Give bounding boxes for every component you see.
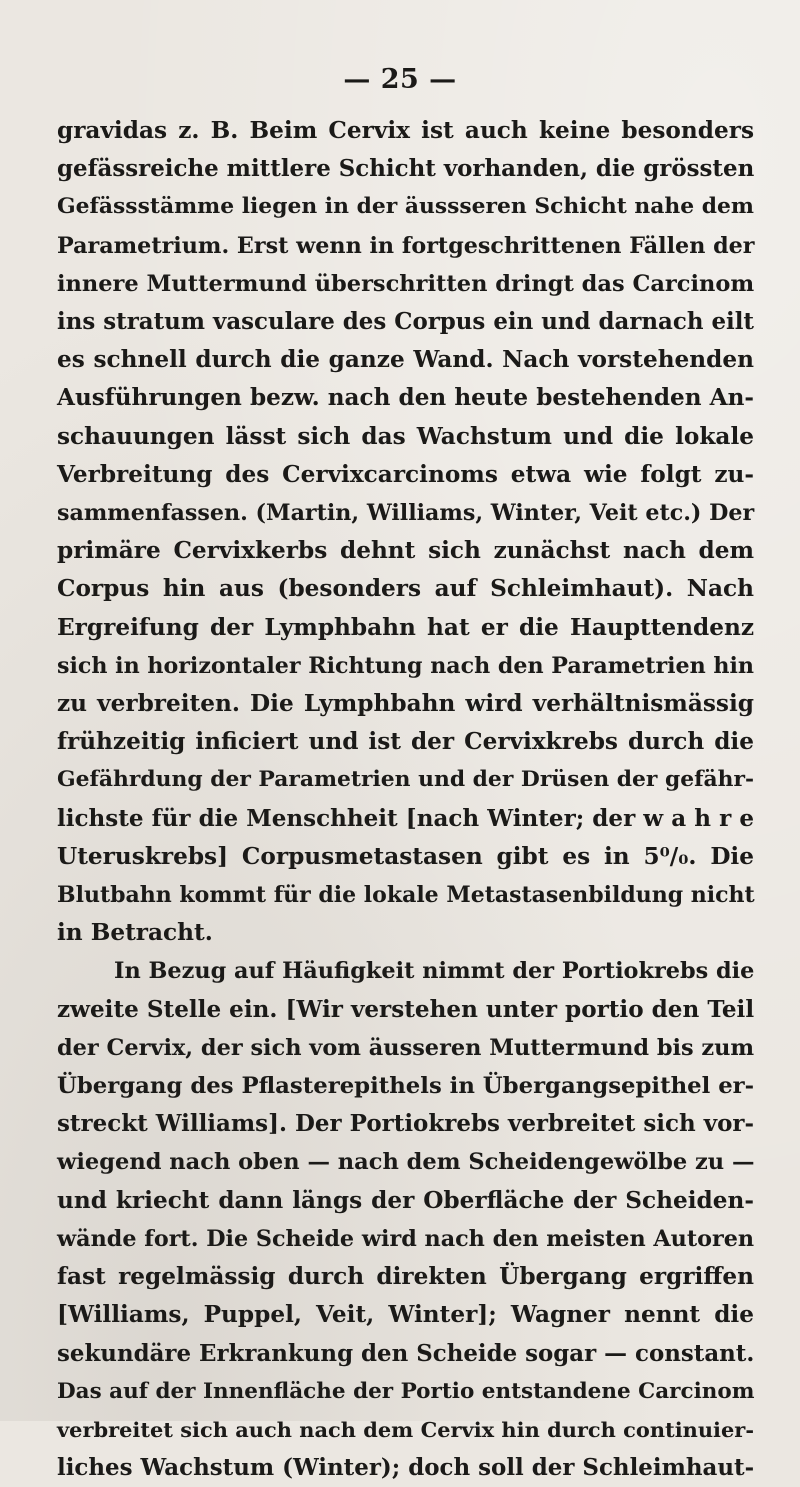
text-line: Ergreifung der Lymphbahn hat er die Haupttendenz [57,613,754,641]
text-line: gefässreiche mittlere Schicht vorhanden, die grössten [57,155,755,183]
text-line: Blutbahn kommt für die lokale Metastasenbildung nicht [57,882,755,909]
text-line: Ausführungen bezw. nach den heute bestehenden An- [57,384,754,412]
text-line: in Betracht. [57,919,213,947]
text-line: Parametrium. Erst wenn in fortgeschrittenen Fällen der [57,232,755,259]
text-line: verbreitet sich auch nach dem Cervix hin durch continuier- [57,1416,754,1442]
text-line: Gefährdung der Parametrien und der Drüsen der gefähr- [57,767,755,793]
text-line: primäre Cervixkerbs dehnt sich zunächst nach dem [57,537,754,565]
text-line: In Bezug auf Häufigkeit nimmt der Portiokrebs die [114,958,755,985]
text-line: Uteruskrebs] Corpusmetastasen gibt es in 5⁰/₀. Die [57,842,754,870]
text-line: frühzeitig inficiert und ist der Cervixkrebs durch die [57,728,754,756]
text-line: liches Wachstum (Winter); doch soll der Schleimhaut- [57,1454,755,1482]
text-line: streckt Williams]. Der Portiokrebs verbreitet sich vor- [57,1110,754,1138]
text-line: der Cervix, der sich vom äusseren Muttermund bis zum [57,1034,755,1061]
text-line: sich in horizontaler Richtung nach den Parametrien hin [57,652,755,679]
text-line: sekundäre Erkrankung den Scheide sogar — constant. [57,1339,755,1367]
body-text [57,112,754,1487]
text-line: wiegend nach oben — nach dem Scheidengewölbe zu — [57,1149,755,1176]
text-line: ins stratum vasculare des Corpus ein und darnach eilt [57,308,754,336]
text-line: lichste für die Menschheit [nach Winter; der w a h r e [57,804,754,832]
paragraph [57,952,754,1487]
text-line: [Williams, Puppel, Veit, Winter]; Wagner nennt die [57,1301,754,1329]
text-line: Übergang des Pflasterepithels in Übergangsepithel er- [57,1073,755,1100]
text-line: schauungen lässt sich das Wachstum und die lokale [57,422,754,450]
page-number: — 25 — [343,64,457,95]
text-line: Das auf der Innenfläche der Portio entstandene Carcinom [57,1378,755,1404]
text-line: sammenfassen. (Martin, Williams, Winter, Veit etc.) Der [57,500,755,527]
text-line: innere Muttermund überschritten dringt das Carcinom [57,270,755,297]
text-line: fast regelmässig durch direkten Übergang ergriffen [57,1263,754,1291]
text-line: zweite Stelle ein. [Wir verstehen unter portio den Teil [57,995,755,1023]
text-line: gravidas z. B. Beim Cervix ist auch keine besonders [57,117,754,144]
text-line: Verbreitung des Cervixcarcinoms etwa wie folgt zu- [57,460,754,488]
text-line: Gefässstämme liegen in der äussseren Schicht nahe dem [57,194,754,220]
paragraph [57,112,754,952]
text-line: wände fort. Die Scheide wird nach den meisten Autoren [57,1225,755,1252]
text-line: zu verbreiten. Die Lymphbahn wird verhältnismässig [57,690,754,718]
text-line: es schnell durch die ganze Wand. Nach vorstehenden [57,346,754,374]
text-line: und kriecht dann längs der Oberfläche der Scheiden- [57,1186,754,1214]
text-line: Corpus hin aus (besonders auf Schleimhaut). Nach [57,575,754,603]
